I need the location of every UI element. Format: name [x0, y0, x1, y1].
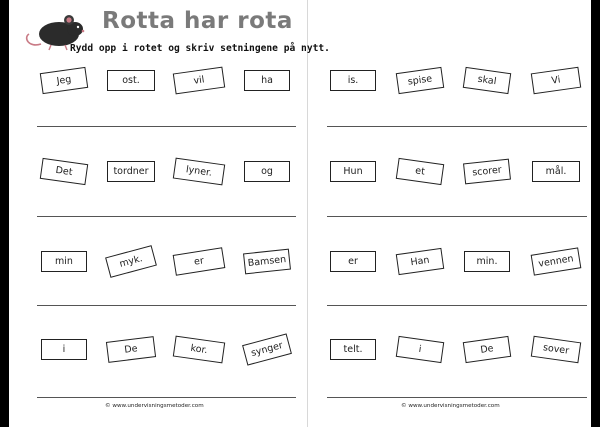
- word-card: tordner: [107, 161, 155, 182]
- writing-line: [37, 126, 296, 127]
- word-card: kor.: [173, 336, 225, 364]
- word-card: min.: [464, 251, 510, 272]
- word-card: Han: [396, 248, 444, 275]
- worksheet-page: [9, 0, 591, 427]
- word-card: sover: [531, 336, 581, 363]
- page-title: Rotta har rota: [102, 8, 293, 34]
- word-card: is.: [330, 70, 376, 91]
- word-card: synger: [242, 333, 292, 365]
- word-card: scorer: [463, 159, 511, 185]
- word-card: spise: [396, 67, 444, 94]
- word-card: lyner.: [173, 158, 225, 186]
- word-card: i: [396, 336, 444, 363]
- writing-line: [37, 216, 296, 217]
- footer-left: © www.undervisningsmetoder.com: [105, 403, 204, 409]
- writing-line: [327, 216, 587, 217]
- word-card: Vi: [531, 67, 581, 94]
- word-card: mål.: [532, 161, 580, 182]
- word-card: skal: [463, 67, 511, 94]
- word-card: Det: [40, 158, 88, 185]
- instruction-text: Rydd opp i rotet og skriv setningene på nytt.: [70, 43, 330, 54]
- word-card: vennen: [531, 247, 582, 275]
- word-card: Hun: [330, 161, 376, 182]
- word-card: ha: [244, 70, 290, 91]
- writing-line: [327, 397, 587, 398]
- word-card: min: [41, 251, 87, 272]
- footer-right: © www.undervisningsmetoder.com: [401, 403, 500, 409]
- writing-line: [37, 397, 296, 398]
- word-card: et: [396, 158, 444, 185]
- word-card: vil: [173, 67, 225, 95]
- word-card: i: [41, 339, 87, 360]
- word-card: ost.: [107, 70, 155, 91]
- word-card: er: [330, 251, 376, 272]
- writing-line: [37, 305, 296, 306]
- word-card: De: [106, 336, 156, 363]
- word-card: Jeg: [40, 67, 88, 94]
- word-card: er: [173, 247, 226, 276]
- word-card: og: [244, 161, 290, 182]
- word-card: Bamsen: [243, 249, 291, 275]
- word-card: telt.: [330, 339, 376, 360]
- writing-line: [327, 305, 587, 306]
- word-card: myk.: [105, 245, 157, 278]
- word-card: De: [463, 336, 511, 363]
- writing-line: [327, 126, 587, 127]
- page-divider: [307, 0, 308, 427]
